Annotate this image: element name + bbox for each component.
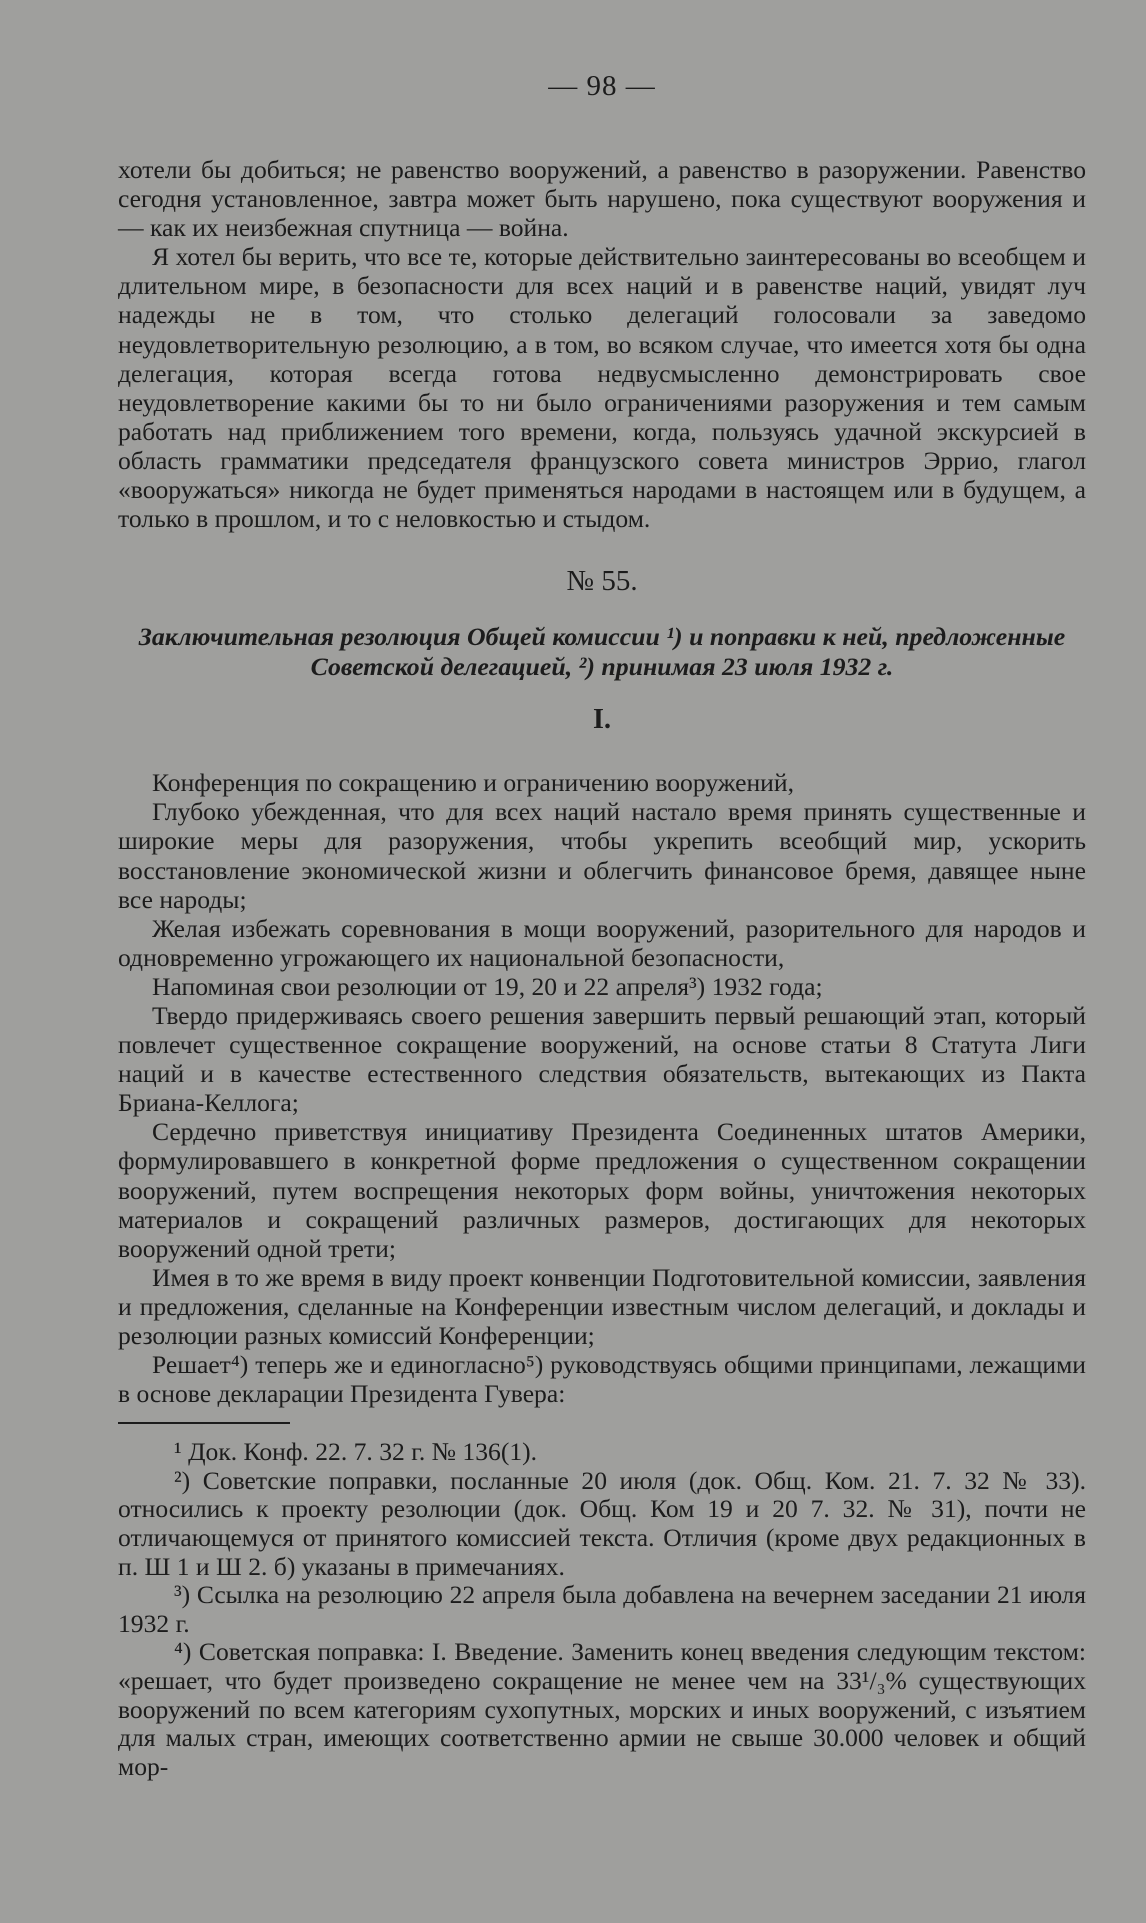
footnote: ⁴) Советская поправка: I. Введение. Заменить конец введения следующим текстом: «решает, что будет произведено сокращение не менее чем на 33¹/₃% существующих вооружений по всем категориям сухопутных, морских и иных вооружений, с изъятием для малых стран, имеющих соответственно армии не свыше 30.000 человек и общий мор- (118, 1637, 1086, 1781)
resolution-paragraph: Твердо придерживаясь своего решения завершить первый решающий этап, который повлечет существенное сокращение вооружений, на основе статьи 8 Статута Лиги наций и в качестве естественного следствия обязательств, вытекающих из Пакта Бриана-Келлога; (118, 1000, 1086, 1118)
resolution-paragraph: Имея в то же время в виду проект конвенции Подготовительной комиссии, заявления и предложения, сделанные на Конференции известным числом делегаций, и доклады и резолюции разных комиссий Конференции; (118, 1262, 1086, 1350)
resolution-paragraph: Глубоко убежденная, что для всех наций настало время принять существенные и широкие меры для разоружения, чтобы укрепить всеобщий мир, ускорить восстановление экономической жизни и облегчить финансовое бремя, давящее ныне все народы; (118, 797, 1086, 914)
footnote: ¹ Док. Конф. 22. 7. 32 г. № 136(1). (174, 1437, 538, 1467)
footnote-divider (118, 1422, 290, 1424)
section-heading: I. (593, 704, 611, 736)
footnotes (118, 1438, 1086, 1781)
page-number: — 98 — (548, 70, 656, 102)
text-column (118, 70, 1086, 1781)
footnote: ³) Ссылка на резолюцию 22 апреля была добавлена на вечернем заседании 21 июля 1932 г. (118, 1580, 1086, 1638)
intro-paragraph: Я хотел бы верить, что все те, которые действительно заинтересованы во всеобщем и длительном мире, в безопасности для всех наций и в равенстве наций, увидят луч надежды не в том, что столько делегаций голосовали за заведомо неудовлетворительную резолюцию, а в том, во всяком случае, что имеется хотя бы одна делегация, которая всегда готова недвусмысленно демонстрировать свое неудовлетворение какими бы то ни было ограничениями разоружения и тем самым работать над приближением того времени, когда, пользуясь удачной экскурсией в область грамматики председателя французского совета министров Эррио, глагол «вооружаться» никогда не будет применяться народами в настоящем или в будущем, а только в прошлом, и то с неловкостью и стыдом. (118, 242, 1086, 534)
resolution-paragraph: Конференция по сокращению и ограничению вооружений, (152, 768, 794, 798)
document-number: № 55. (566, 565, 638, 598)
resolution-paragraph: Решает⁴) теперь же и единогласно⁵) руководствуясь общими принципами, лежащими в основе декларации Президента Гувера: (118, 1350, 1086, 1409)
intro-paragraph: хотели бы добиться; не равенство вооружений, а равенство в разоружении. Равенство сегодня установленное, завтра может быть нарушено, пока существуют вооружения и — как их неизбежная спутница — война. (118, 155, 1086, 243)
resolution-paragraph: Сердечно приветствуя инициативу Президента Соединенных штатов Америки, формулировавшего в конкретной форме предложения о существенном сокращении вооружений, путем воспрещения некоторых форм войны, уничтожения некоторых материалов и сокращений различных размеров, достигающих для некоторых вооружений одной трети; (118, 1117, 1086, 1263)
resolution-paragraph: Желая избежать соревнования в мощи вооружений, разорительного для народов и одновременно угрожающего их национальной безопасности, (118, 913, 1086, 972)
footnote: ²) Советские поправки, посланные 20 июля (док. Общ. Ком. 21. 7. 32 № 33). относились к проекту резолюции (док. Общ. Ком 19 и 20 7. 32. № 31), почти не отличающемуся от принятого комиссией текста. Отличия (кроме двух редакционных в п. Ш 1 и Ш 2. б) указаны в примечаниях. (118, 1465, 1086, 1581)
document-subtitle: Заключительная резолюция Общей комиссии ¹) и поправки к ней, предложенные Советской делегацией, ²) принимая 23 июля 1932 г. (138, 622, 1066, 682)
resolution-paragraph: Напоминая свои резолюции от 19, 20 и 22 апреля³) 1932 года; (152, 971, 823, 1001)
